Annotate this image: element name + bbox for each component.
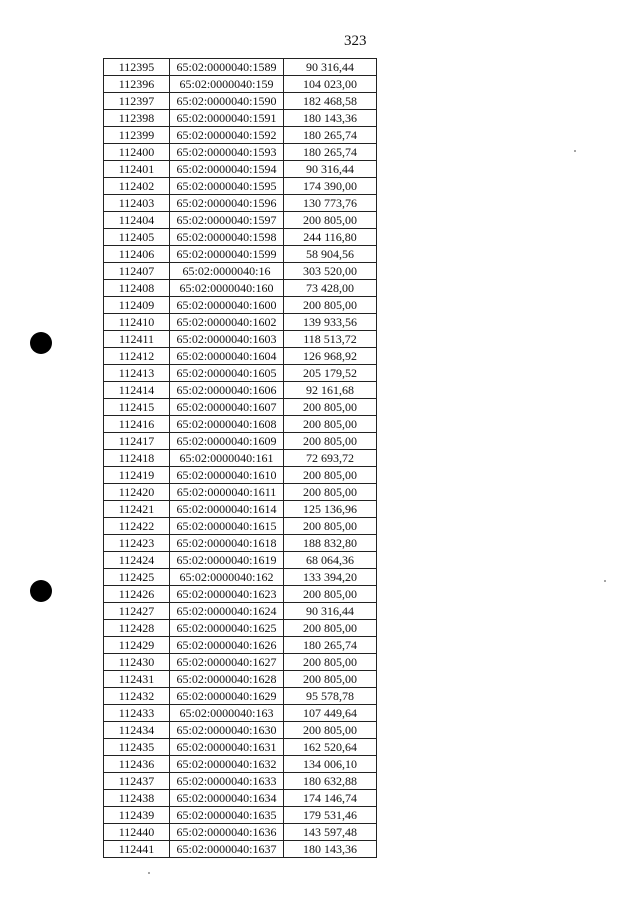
value-cell: 200 805,00 <box>284 484 377 501</box>
value-cell: 200 805,00 <box>284 433 377 450</box>
row-number-cell: 112429 <box>104 637 170 654</box>
row-number-cell: 112441 <box>104 841 170 858</box>
value-cell: 200 805,00 <box>284 416 377 433</box>
row-number-cell: 112401 <box>104 161 170 178</box>
table-row <box>104 263 377 280</box>
table-row <box>104 314 377 331</box>
value-cell: 107 449,64 <box>284 705 377 722</box>
cadastral-number-cell: 65:02:0000040:1633 <box>170 773 284 790</box>
table-row <box>104 722 377 739</box>
table-row <box>104 637 377 654</box>
cadastral-number-cell: 65:02:0000040:1625 <box>170 620 284 637</box>
value-cell: 58 904,56 <box>284 246 377 263</box>
value-cell: 180 143,36 <box>284 110 377 127</box>
row-number-cell: 112405 <box>104 229 170 246</box>
cadastral-number-cell: 65:02:0000040:1595 <box>170 178 284 195</box>
cadastral-number-cell: 65:02:0000040:1636 <box>170 824 284 841</box>
cadastral-number-cell: 65:02:0000040:1593 <box>170 144 284 161</box>
table-row <box>104 450 377 467</box>
row-number-cell: 112425 <box>104 569 170 586</box>
value-cell: 72 693,72 <box>284 450 377 467</box>
value-cell: 200 805,00 <box>284 620 377 637</box>
cadastral-number-cell: 65:02:0000040:1624 <box>170 603 284 620</box>
table-row <box>104 382 377 399</box>
row-number-cell: 112426 <box>104 586 170 603</box>
cadastral-number-cell: 65:02:0000040:161 <box>170 450 284 467</box>
row-number-cell: 112402 <box>104 178 170 195</box>
row-number-cell: 112430 <box>104 654 170 671</box>
row-number-cell: 112427 <box>104 603 170 620</box>
cadastral-number-cell: 65:02:0000040:1594 <box>170 161 284 178</box>
table-row <box>104 518 377 535</box>
table-row <box>104 76 377 93</box>
cadastral-number-cell: 65:02:0000040:1614 <box>170 501 284 518</box>
table-row <box>104 59 377 76</box>
cadastral-number-cell: 65:02:0000040:1589 <box>170 59 284 76</box>
row-number-cell: 112410 <box>104 314 170 331</box>
cadastral-number-cell: 65:02:0000040:1599 <box>170 246 284 263</box>
table-row <box>104 348 377 365</box>
table-row <box>104 399 377 416</box>
cadastral-number-cell: 65:02:0000040:1592 <box>170 127 284 144</box>
row-number-cell: 112440 <box>104 824 170 841</box>
value-cell: 200 805,00 <box>284 297 377 314</box>
table-row <box>104 569 377 586</box>
table-row <box>104 688 377 705</box>
row-number-cell: 112438 <box>104 790 170 807</box>
value-cell: 174 390,00 <box>284 178 377 195</box>
table-row <box>104 552 377 569</box>
row-number-cell: 112408 <box>104 280 170 297</box>
row-number-cell: 112398 <box>104 110 170 127</box>
table-row <box>104 824 377 841</box>
value-cell: 200 805,00 <box>284 586 377 603</box>
row-number-cell: 112407 <box>104 263 170 280</box>
table-row <box>104 178 377 195</box>
value-cell: 180 143,36 <box>284 841 377 858</box>
table-row <box>104 705 377 722</box>
value-cell: 200 805,00 <box>284 671 377 688</box>
row-number-cell: 112428 <box>104 620 170 637</box>
cadastral-number-cell: 65:02:0000040:1609 <box>170 433 284 450</box>
table-row <box>104 280 377 297</box>
value-cell: 90 316,44 <box>284 59 377 76</box>
cadastral-number-cell: 65:02:0000040:1604 <box>170 348 284 365</box>
row-number-cell: 112433 <box>104 705 170 722</box>
cadastral-number-cell: 65:02:0000040:1630 <box>170 722 284 739</box>
cadastral-number-cell: 65:02:0000040:1607 <box>170 399 284 416</box>
cadastral-number-cell: 65:02:0000040:1629 <box>170 688 284 705</box>
binder-hole-top <box>30 332 52 354</box>
cadastral-number-cell: 65:02:0000040:1615 <box>170 518 284 535</box>
cadastral-number-cell: 65:02:0000040:1602 <box>170 314 284 331</box>
cadastral-number-cell: 65:02:0000040:1611 <box>170 484 284 501</box>
cadastral-number-cell: 65:02:0000040:1590 <box>170 93 284 110</box>
cadastral-number-cell: 65:02:0000040:1635 <box>170 807 284 824</box>
cadastral-number-cell: 65:02:0000040:1608 <box>170 416 284 433</box>
table-row <box>104 297 377 314</box>
cadastral-number-cell: 65:02:0000040:1619 <box>170 552 284 569</box>
row-number-cell: 112395 <box>104 59 170 76</box>
value-cell: 130 773,76 <box>284 195 377 212</box>
cadastral-number-cell: 65:02:0000040:1598 <box>170 229 284 246</box>
value-cell: 200 805,00 <box>284 518 377 535</box>
cadastral-number-cell: 65:02:0000040:1626 <box>170 637 284 654</box>
value-cell: 180 265,74 <box>284 127 377 144</box>
value-cell: 68 064,36 <box>284 552 377 569</box>
table-row <box>104 433 377 450</box>
row-number-cell: 112417 <box>104 433 170 450</box>
value-cell: 244 116,80 <box>284 229 377 246</box>
scan-speck <box>574 150 576 152</box>
row-number-cell: 112415 <box>104 399 170 416</box>
cadastral-number-cell: 65:02:0000040:1627 <box>170 654 284 671</box>
value-cell: 179 531,46 <box>284 807 377 824</box>
scan-speck <box>148 872 150 874</box>
value-cell: 180 265,74 <box>284 637 377 654</box>
row-number-cell: 112416 <box>104 416 170 433</box>
table-row <box>104 246 377 263</box>
value-cell: 90 316,44 <box>284 603 377 620</box>
value-cell: 162 520,64 <box>284 739 377 756</box>
row-number-cell: 112436 <box>104 756 170 773</box>
row-number-cell: 112414 <box>104 382 170 399</box>
table-row <box>104 127 377 144</box>
table-row <box>104 93 377 110</box>
value-cell: 205 179,52 <box>284 365 377 382</box>
row-number-cell: 112437 <box>104 773 170 790</box>
value-cell: 174 146,74 <box>284 790 377 807</box>
cadastral-number-cell: 65:02:0000040:1623 <box>170 586 284 603</box>
value-cell: 139 933,56 <box>284 314 377 331</box>
scan-speck <box>604 580 606 582</box>
table-row <box>104 671 377 688</box>
row-number-cell: 112420 <box>104 484 170 501</box>
value-cell: 134 006,10 <box>284 756 377 773</box>
table-row <box>104 416 377 433</box>
value-cell: 126 968,92 <box>284 348 377 365</box>
value-cell: 200 805,00 <box>284 722 377 739</box>
table-row <box>104 484 377 501</box>
cadastral-number-cell: 65:02:0000040:162 <box>170 569 284 586</box>
cadastral-number-cell: 65:02:0000040:1628 <box>170 671 284 688</box>
value-cell: 95 578,78 <box>284 688 377 705</box>
row-number-cell: 112431 <box>104 671 170 688</box>
table-row <box>104 773 377 790</box>
cadastral-number-cell: 65:02:0000040:1632 <box>170 756 284 773</box>
row-number-cell: 112396 <box>104 76 170 93</box>
value-cell: 200 805,00 <box>284 467 377 484</box>
table-row <box>104 654 377 671</box>
row-number-cell: 112400 <box>104 144 170 161</box>
table-row <box>104 586 377 603</box>
value-cell: 180 632,88 <box>284 773 377 790</box>
table-row <box>104 110 377 127</box>
value-cell: 125 136,96 <box>284 501 377 518</box>
cadastral-number-cell: 65:02:0000040:1597 <box>170 212 284 229</box>
row-number-cell: 112399 <box>104 127 170 144</box>
table-row <box>104 229 377 246</box>
page-number: 323 <box>344 33 367 49</box>
cadastral-number-cell: 65:02:0000040:1634 <box>170 790 284 807</box>
value-cell: 133 394,20 <box>284 569 377 586</box>
value-cell: 200 805,00 <box>284 212 377 229</box>
table-row <box>104 790 377 807</box>
value-cell: 143 597,48 <box>284 824 377 841</box>
row-number-cell: 112409 <box>104 297 170 314</box>
table-row <box>104 535 377 552</box>
value-cell: 188 832,80 <box>284 535 377 552</box>
row-number-cell: 112424 <box>104 552 170 569</box>
cadastral-number-cell: 65:02:0000040:1631 <box>170 739 284 756</box>
row-number-cell: 112418 <box>104 450 170 467</box>
row-number-cell: 112412 <box>104 348 170 365</box>
row-number-cell: 112403 <box>104 195 170 212</box>
value-cell: 303 520,00 <box>284 263 377 280</box>
cadastral-number-cell: 65:02:0000040:1591 <box>170 110 284 127</box>
cadastral-number-cell: 65:02:0000040:1605 <box>170 365 284 382</box>
table-row <box>104 756 377 773</box>
cadastral-number-cell: 65:02:0000040:159 <box>170 76 284 93</box>
row-number-cell: 112423 <box>104 535 170 552</box>
cadastral-number-cell: 65:02:0000040:160 <box>170 280 284 297</box>
cadastral-number-cell: 65:02:0000040:1596 <box>170 195 284 212</box>
cadastral-number-cell: 65:02:0000040:1618 <box>170 535 284 552</box>
table-row <box>104 739 377 756</box>
table-row <box>104 841 377 858</box>
row-number-cell: 112435 <box>104 739 170 756</box>
table-row <box>104 807 377 824</box>
row-number-cell: 112439 <box>104 807 170 824</box>
cadastral-number-cell: 65:02:0000040:163 <box>170 705 284 722</box>
row-number-cell: 112406 <box>104 246 170 263</box>
row-number-cell: 112421 <box>104 501 170 518</box>
row-number-cell: 112434 <box>104 722 170 739</box>
table-row <box>104 161 377 178</box>
value-cell: 200 805,00 <box>284 399 377 416</box>
cadastral-number-cell: 65:02:0000040:16 <box>170 263 284 280</box>
value-cell: 104 023,00 <box>284 76 377 93</box>
cadastral-value-table <box>103 58 377 858</box>
cadastral-number-cell: 65:02:0000040:1606 <box>170 382 284 399</box>
value-cell: 73 428,00 <box>284 280 377 297</box>
row-number-cell: 112413 <box>104 365 170 382</box>
table-row <box>104 603 377 620</box>
cadastral-number-cell: 65:02:0000040:1610 <box>170 467 284 484</box>
cadastral-number-cell: 65:02:0000040:1600 <box>170 297 284 314</box>
table-row <box>104 620 377 637</box>
value-cell: 182 468,58 <box>284 93 377 110</box>
row-number-cell: 112432 <box>104 688 170 705</box>
table-row <box>104 365 377 382</box>
cadastral-number-cell: 65:02:0000040:1637 <box>170 841 284 858</box>
value-cell: 200 805,00 <box>284 654 377 671</box>
table-row <box>104 144 377 161</box>
table-row <box>104 331 377 348</box>
table-row <box>104 195 377 212</box>
row-number-cell: 112419 <box>104 467 170 484</box>
row-number-cell: 112397 <box>104 93 170 110</box>
table-row <box>104 501 377 518</box>
row-number-cell: 112404 <box>104 212 170 229</box>
table-body <box>104 59 377 858</box>
table-row <box>104 467 377 484</box>
cadastral-number-cell: 65:02:0000040:1603 <box>170 331 284 348</box>
value-cell: 92 161,68 <box>284 382 377 399</box>
value-cell: 118 513,72 <box>284 331 377 348</box>
binder-hole-bottom <box>30 580 52 602</box>
value-cell: 90 316,44 <box>284 161 377 178</box>
row-number-cell: 112411 <box>104 331 170 348</box>
row-number-cell: 112422 <box>104 518 170 535</box>
value-cell: 180 265,74 <box>284 144 377 161</box>
table-row <box>104 212 377 229</box>
